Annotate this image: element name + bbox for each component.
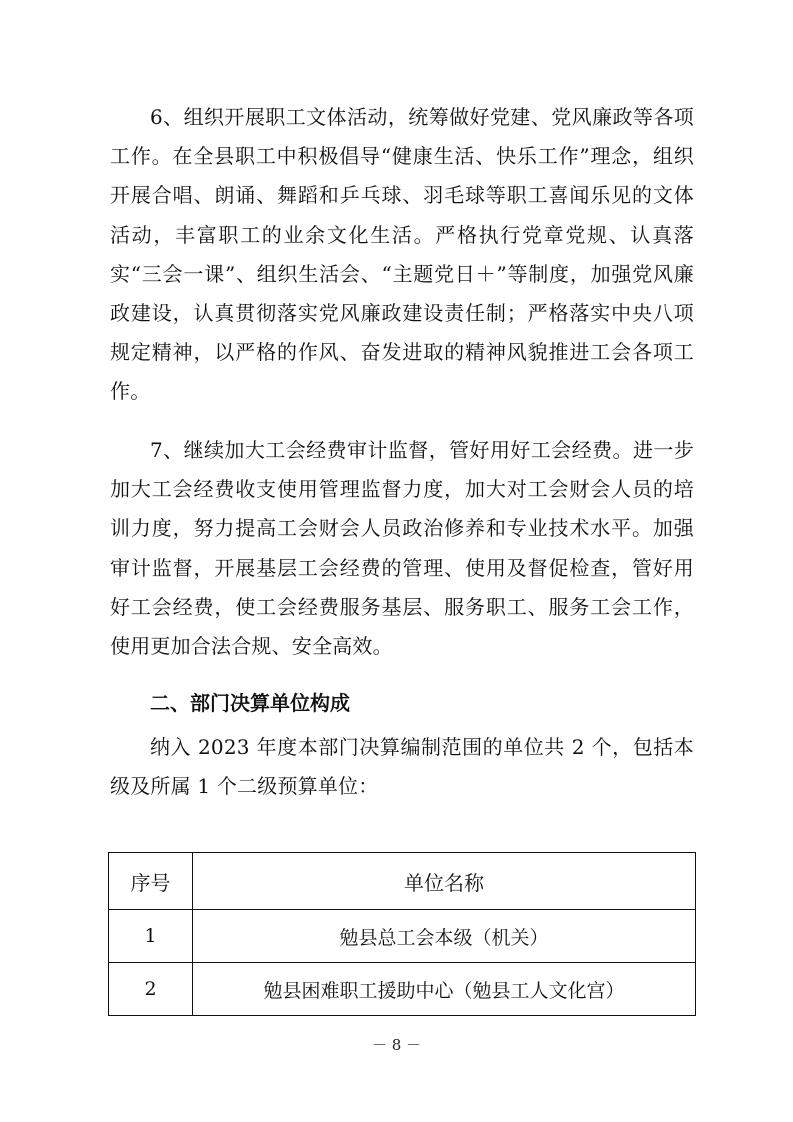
table-header-row bbox=[109, 853, 696, 910]
paragraph-item-6: 6、组织开展职工文体活动，统筹做好党建、党风廉政等各项工作。在全县职工中积极倡导“健康生活、快乐工作”理念，组织开展合唱、朗诵、舞蹈和乒乓球、羽毛球等职工喜闻乐见的文体活动，丰富职工的业余文化生活。严格执行党章党规、认真落实“三会一课”、组织生活会、“主题党日＋”等制度，加强党风廉政建设，认真贯彻落实党风廉政建设责任制；严格落实中央八项规定精神，以严格的作风、奋发进取的精神风貌推进工会各项工作。 bbox=[110, 105, 694, 404]
unit-table bbox=[108, 852, 696, 1016]
section-heading: 二、部门决算单位构成 bbox=[150, 691, 350, 715]
cell-unit-name: 勉县困难职工援助中心（勉县工人文化宫） bbox=[193, 963, 696, 1016]
paragraph-item-7: 7、继续加大工会经费审计监督，管好用好工会经费。进一步加大工会经费收支使用管理监督力度，加大对工会财会人员的培训力度，努力提高工会财会人员政治修养和专业技术水平。加强审计监督，开展基层工会经费的管理、使用及督促检查，管好用好工会经费，使工会经费服务基层、服务职工、服务工会工作，使用更加合法合规、安全高效。 bbox=[110, 438, 694, 659]
cell-serial-number: 2 bbox=[109, 963, 193, 1016]
paragraph-unit-scope: 纳入 2023 年度本部门决算编制范围的单位共 2 个，包括本级及所属 1 个二级预算单位： bbox=[110, 735, 694, 799]
table-row bbox=[109, 910, 696, 963]
page-number: － 8 － bbox=[371, 1036, 422, 1054]
cell-unit-name: 勉县总工会本级（机关） bbox=[193, 910, 696, 963]
header-unit-name: 单位名称 bbox=[193, 853, 696, 910]
table-row bbox=[109, 963, 696, 1016]
header-serial-number: 序号 bbox=[109, 853, 193, 910]
cell-serial-number: 1 bbox=[109, 910, 193, 963]
